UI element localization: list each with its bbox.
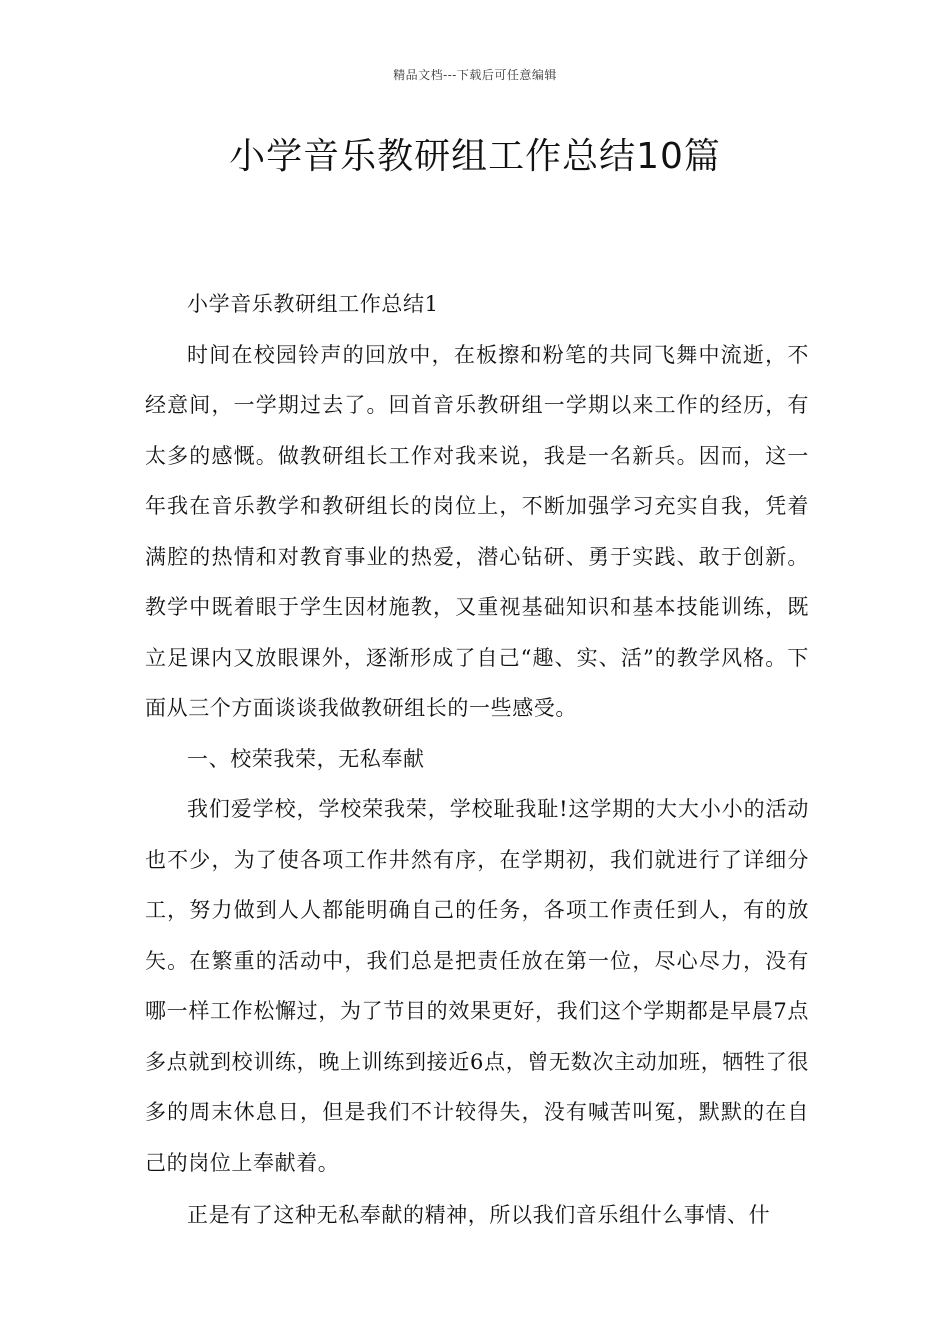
section-heading-1: 小学音乐教研组工作总结1 xyxy=(187,292,439,316)
document-title: 小学音乐教研组工作总结10篇 xyxy=(229,136,721,177)
paragraph-continuation: 正是有了这种无私奉献的精神，所以我们音乐组什么事情、什 xyxy=(187,1203,771,1227)
paragraph-part-1: 我们爱学校，学校荣我荣，学校耻我耻!这学期的大大小小的活动也不少，为了使各项工作井然有序，在学期初，我们就进行了详细分工，努力做到人人都能明确自己的任务，各项工作责任到人，有的放矢。在繁重的活动中，我们总是把责任放在第一位，尽心尽力，没有哪一样工作松懈过，为了节目的效果更好，我们这个学期都是早晨7点多点就到校训练，晚上训练到接近6点，曾无数次主动加班，牺牲了很多的周末休息日，但是我们不计较得失，没有喊苦叫冤，默默的在自己的岗位上奉献着。 xyxy=(145,797,809,1175)
section-heading-part-1: 一、校荣我荣，无私奉献 xyxy=(187,746,425,771)
document-body xyxy=(145,279,809,1241)
header-note: 精品文档---下载后可任意编辑 xyxy=(393,68,557,82)
paragraph-intro: 时间在校园铃声的回放中，在板擦和粉笔的共同飞舞中流逝，不经意间，一学期过去了。回首音乐教研组一学期以来工作的经历，有太多的感慨。做教研组长工作对我来说，我是一名新兵。因而，这一年我在音乐教学和教研组长的岗位上，不断加强学习充实自我，凭着满腔的热情和对教育事业的热爱，潜心钻研、勇于实践、敢于创新。教学中既着眼于学生因材施教，又重视基础知识和基本技能训练，既立足课内又放眼课外，逐渐形成了自己“趣、实、活”的教学风格。下面从三个方面谈谈我做教研组长的一些感受。 xyxy=(145,342,809,720)
